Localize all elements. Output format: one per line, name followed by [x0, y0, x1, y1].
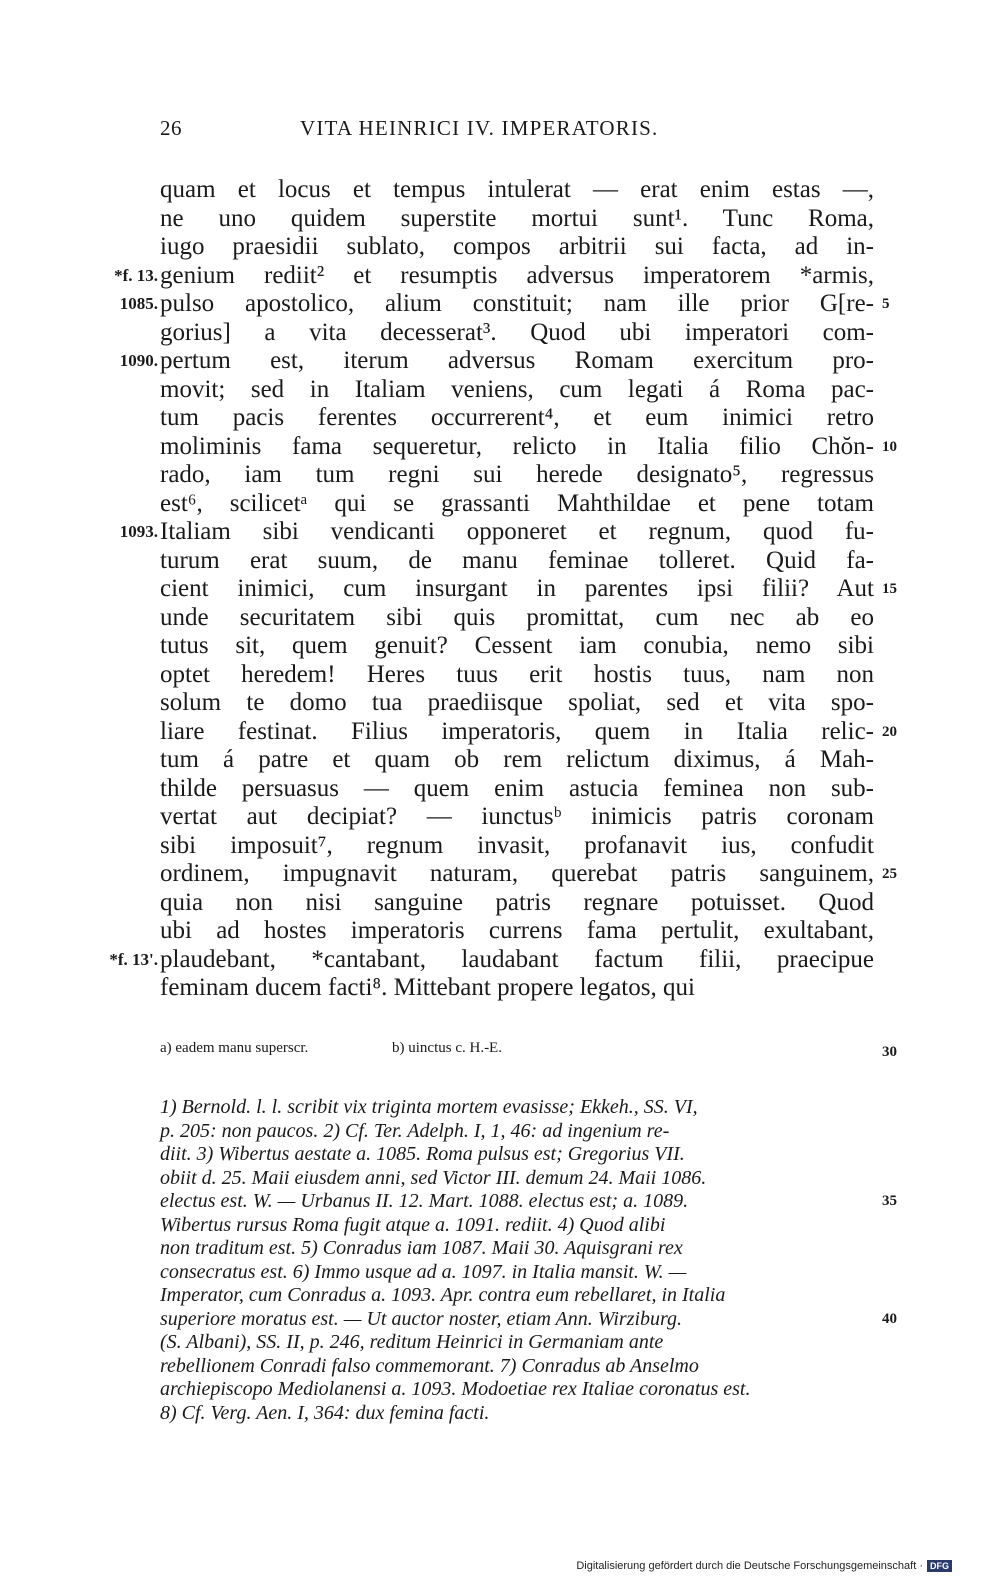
margin-annotation-left: 1093. [119, 522, 158, 541]
text-line: moliminis fama sequeretur, relicto in Italia filio Chŏn- [160, 432, 874, 460]
line-number: 25 [882, 866, 897, 882]
apparatus-note-a: a) eadem manu superscr. [160, 1040, 309, 1056]
margin-annotation-left: 1085. [119, 294, 158, 313]
line-number: 15 [882, 581, 897, 597]
dfg-logo: DFG [927, 1560, 952, 1572]
margin-annotation-left: *f. 13'. [109, 949, 158, 969]
footnote-line: 1) Bernold. l. l. scribit vix triginta mortem evasisse; Ekkeh., SS. VI, [160, 1096, 698, 1118]
text-line: unde securitatem sibi quis promittat, cum nec ab eo [160, 603, 874, 631]
running-title: VITA HEINRICI IV. IMPERATORIS. [300, 116, 659, 140]
footnote-line: archiepiscopo Mediolanensi a. 1093. Modoetiae rex Italiae coronatus est. [160, 1378, 751, 1400]
text-line: quia non nisi sanguine patris regnare potuisset. Quod [160, 888, 874, 916]
text-line: cient inimici, cum insurgant in parentes ipsi filii? Aut [160, 575, 874, 602]
footnote-line: non traditum est. 5) Conradus iam 1087. Maii 30. Aquisgrani rex [160, 1237, 683, 1259]
text-line: tum pacis ferentes occurrerent⁴, et eum inimici retro [160, 404, 874, 431]
footnote-line-number: 35 [882, 1193, 897, 1209]
text-line: gorius] a vita decesserat³. Quod ubi imperatori com- [160, 318, 874, 346]
text-line: ubi ad hostes imperatoris currens fama pertulit, exultabant, [160, 917, 874, 944]
text-line: feminam ducem facti⁸. Mittebant propere legatos, qui [160, 974, 695, 1001]
text-line: optet heredem! Heres tuus erit hostis tuus, nam non [160, 660, 874, 688]
apparatus-note-b: b) uinctus c. H.-E. [392, 1040, 502, 1056]
text-line: tum á patre et quam ob rem relictum diximus, á Mah- [160, 746, 874, 773]
footnote-line: p. 205: non paucos. 2) Cf. Ter. Adelph. I, 1, 46: ad ingenium re- [160, 1119, 670, 1142]
footnote-line: Imperator, cum Conradus a. 1093. Apr. contra eum rebellaret, in Italia [160, 1284, 726, 1306]
text-line: sibi imposuit⁷, regnum invasit, profanavit ius, confudit [160, 831, 874, 859]
margin-annotation-left: 1090. [119, 351, 158, 370]
text-line: tutus sit, quem genuit? Cessent iam conubia, nemo sibi [160, 632, 874, 659]
footnote-line: diit. 3) Wibertus aestate a. 1085. Roma pulsus est; Gregorius VII. [160, 1143, 685, 1165]
footnote-line-number: 40 [882, 1310, 897, 1327]
footnote-line: electus est. W. — Urbanus II. 12. Mart. 1088. electus est; a. 1089. [160, 1190, 689, 1212]
text-line: turum erat suum, de manu feminae tolleret. Quid fa- [160, 546, 874, 574]
text-line: quam et locus et tempus intulerat — erat enim estas —, [160, 176, 874, 203]
text-line: plaudebant, *cantabant, laudabant factum filii, praecipue [160, 945, 874, 973]
text-line: rado, iam tum regni sui herede designato⁵, regressus [160, 461, 874, 488]
line-number: 20 [882, 723, 897, 740]
credit-text: Digitalisierung gefördert durch die Deutsche Forschungsgemeinschaft · [576, 1559, 923, 1572]
text-line: pulso apostolico, alium constituit; nam ille prior G[re- [160, 290, 874, 317]
text-line: genium rediit² et resumptis adversus imperatorem *armis, [160, 261, 874, 289]
text-line: solum te domo tua praediisque spoliat, sed et vita spo- [160, 689, 874, 716]
footnote-line: obiit d. 25. Maii eiusdem anni, sed Victor III. demum 24. Maii 1086. [160, 1166, 707, 1189]
text-line: iugo praesidii sublato, compos arbitrii sui facta, ad in- [160, 233, 874, 260]
footnote-line: consecratus est. 6) Immo usque ad a. 1097. in Italia mansit. W. — [160, 1260, 687, 1283]
footnote-line: superiore moratus est. — Ut auctor noster, etiam Ann. Wirziburg. [160, 1307, 683, 1330]
text-line: est⁶, scilicetᵃ qui se grassanti Mahthildae et pene totam [160, 489, 874, 517]
text-line: ordinem, impugnavit naturam, querebat patris sanguinem, [160, 860, 874, 887]
text-line: pertum est, iterum adversus Romam exercitum pro- [160, 347, 874, 374]
text-line: thilde persuasus — quem enim astucia feminea non sub- [160, 774, 874, 802]
footnote-line: (S. Albani), SS. II, p. 246, reditum Heinrici in Germaniam ante [160, 1331, 664, 1353]
line-number: 5 [882, 296, 890, 312]
margin-annotation-left: *f. 13. [114, 265, 158, 285]
footnote-line: 8) Cf. Verg. Aen. I, 364: dux femina facti. [160, 1401, 490, 1424]
footnote-line: Wibertus rursus Roma fugit atque a. 1091. rediit. 4) Quod alibi [160, 1213, 666, 1236]
text-line: vertat aut decipiat? — iunctusᵇ inimicis patris coronam [160, 803, 874, 830]
page-header [160, 116, 874, 146]
text-line: liare festinat. Filius imperatoris, quem in Italia relic- [160, 717, 874, 745]
line-number: 10 [882, 438, 897, 455]
text-line: Italiam sibi vendicanti opponeret et regnum, quod fu- [160, 518, 874, 545]
text-line: movit; sed in Italiam veniens, cum legati á Roma pac- [160, 375, 874, 403]
footnote-line: rebellionem Conradi falso commemorant. 7) Conradus ab Anselmo [160, 1354, 699, 1377]
apparatus-line-number: 30 [882, 1044, 897, 1060]
text-line: ne uno quidem superstite mortui sunt¹. Tunc Roma, [160, 204, 874, 232]
digitization-credit [576, 1560, 952, 1572]
page-number: 26 [160, 116, 182, 140]
